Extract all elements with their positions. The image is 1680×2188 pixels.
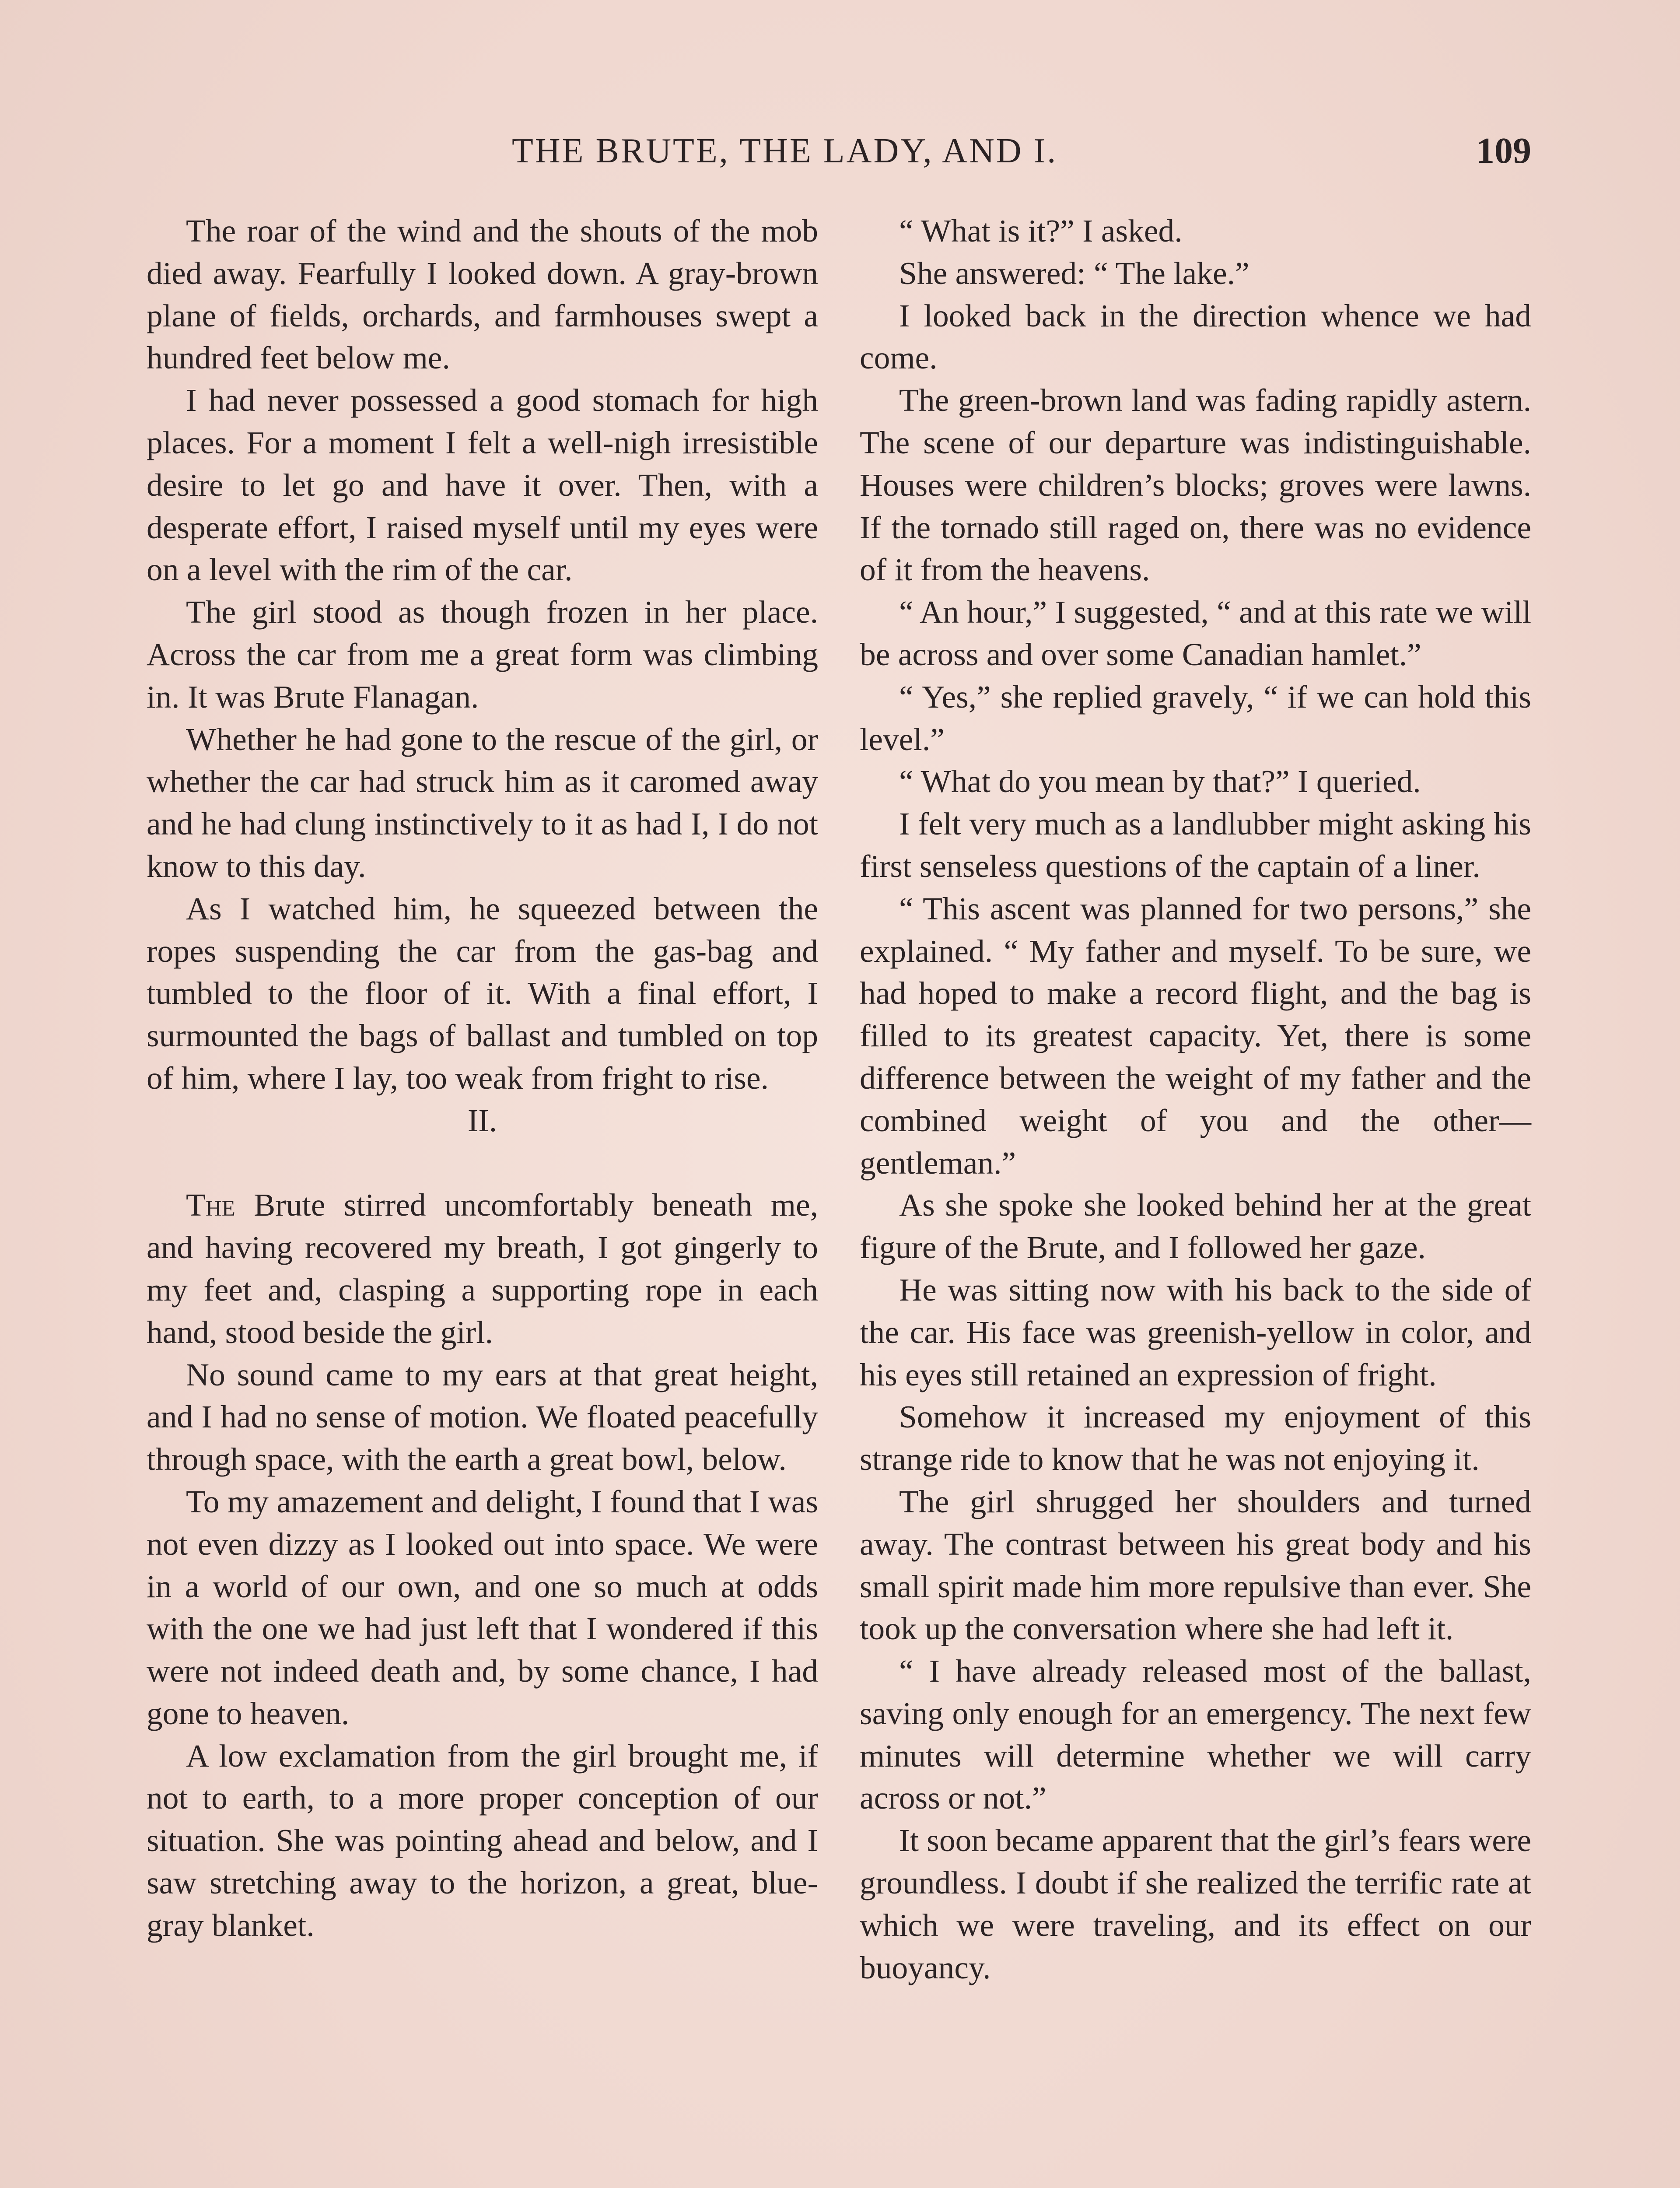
paragraph: “ This ascent was planned for two persons,” she explained. “ My father and myself. To be sure, we had hoped to make a record flight, and the bag is filled to its greatest capacity. Yet, there is some difference between the weight of my father and the combined weight of you and the other—gentleman.” (860, 891, 1531, 1181)
page-number: 109 (1476, 130, 1531, 171)
paragraph: She answered: “ The lake.” (899, 255, 1250, 291)
paragraph: To my amazement and delight, I found that I was not even dizzy as I looked out into space. We were in a world of our own, and one so much at odds with the one we had just left that I wondered if this were not indeed death and, by some chance, I had gone to heaven. (147, 1483, 818, 1731)
paragraph: A low exclamation from the girl brought me, if not to earth, to a more proper conception of our situation. She was pointing ahead and below, and I saw stretching away to the horizon, a great, blue-gray blanket. (147, 1738, 818, 1943)
paragraph: It soon became apparent that the girl’s fears were groundless. I doubt if she realized the terrific rate at which we were traveling, and its effect on our buoyancy. (860, 1823, 1531, 1985)
paragraph: The girl shrugged her shoulders and turned away. The contrast between his great body and his small spirit made him more repulsive than ever. She took up the conversation where she had left it. (860, 1483, 1531, 1647)
paragraph: The green-brown land was fading rapidly astern. The scene of our departure was indistinguishable. Houses were children’s blocks; groves were lawns. If the tornado still raged on, there was no evidence of it from the heavens. (860, 382, 1531, 588)
paragraph: Somehow it increased my enjoyment of this strange ride to know that he was not enjoying it. (860, 1399, 1531, 1477)
paragraph: Whether he had gone to the rescue of the girl, or whether the car had struck him as it caromed away and he had clung instinctively to it as had I, I do not know to this day. (147, 721, 818, 884)
paragraph: “ What do you mean by that?” I queried. (899, 764, 1421, 799)
paragraph: I felt very much as a landlubber might asking his first senseless questions of the captain of a liner. (860, 806, 1531, 884)
paragraph: I had never possessed a good stomach for high places. For a moment I felt a well-nigh irresistible desire to let go and have it over. Then, with a desperate effort, I raised myself until my eyes were on a level with the rim of the car. (147, 382, 818, 588)
paragraph: As I watched him, he squeezed between the ropes suspending the car from the gas-bag and tumbled to the floor of it. With a final effort, I surmounted the bags of ballast and tumbled on top of him, where I lay, too weak from fright to rise. (147, 891, 818, 1096)
paragraph: “ Yes,” she replied gravely, “ if we can hold this level.” (860, 679, 1531, 757)
running-head (144, 131, 1531, 184)
paragraph: “ I have already released most of the ballast, saving only enough for an emergency. The next few minutes will determine whether we will carry across or not.” (860, 1653, 1531, 1816)
paragraph: As she spoke she looked behind her at the great figure of the Brute, and I followed her gaze. (860, 1187, 1531, 1266)
paragraph: I looked back in the direction whence we had come. (860, 298, 1531, 376)
paragraph: No sound came to my ears at that great height, and I had no sense of motion. We floated peacefully through space, with the earth a great bowl, below. (147, 1357, 818, 1477)
lead-in-word: The (186, 1187, 235, 1223)
right-column (860, 210, 1531, 1989)
running-title: THE BRUTE, THE LADY, AND I. (512, 132, 1058, 170)
left-column (147, 210, 818, 1947)
paragraph: The roar of the wind and the shouts of the mob died away. Fearfully I looked down. A gray-brown plane of fields, orchards, and farmhouses swept a hundred feet below me. (147, 213, 818, 376)
section-opening-paragraph (147, 1184, 818, 1353)
paragraph: The girl stood as though frozen in her place. Across the car from me a great form was climbing in. It was Brute Flanagan. (147, 594, 818, 715)
paragraph: “ What is it?” I asked. (899, 213, 1183, 249)
lead-in-rest: Brute stirred uncomfortably beneath me, and having recovered my breath, I got gingerly to my feet and, clasping a supporting rope in each hand, stood beside the girl. (147, 1187, 818, 1350)
paragraph: He was sitting now with his back to the side of the car. His face was greenish-yellow in color, and his eyes still retained an expression of fright. (860, 1272, 1531, 1392)
section-heading: II. (467, 1102, 497, 1138)
paragraph: “ An hour,” I suggested, “ and at this rate we will be across and over some Canadian hamlet.” (860, 594, 1531, 672)
